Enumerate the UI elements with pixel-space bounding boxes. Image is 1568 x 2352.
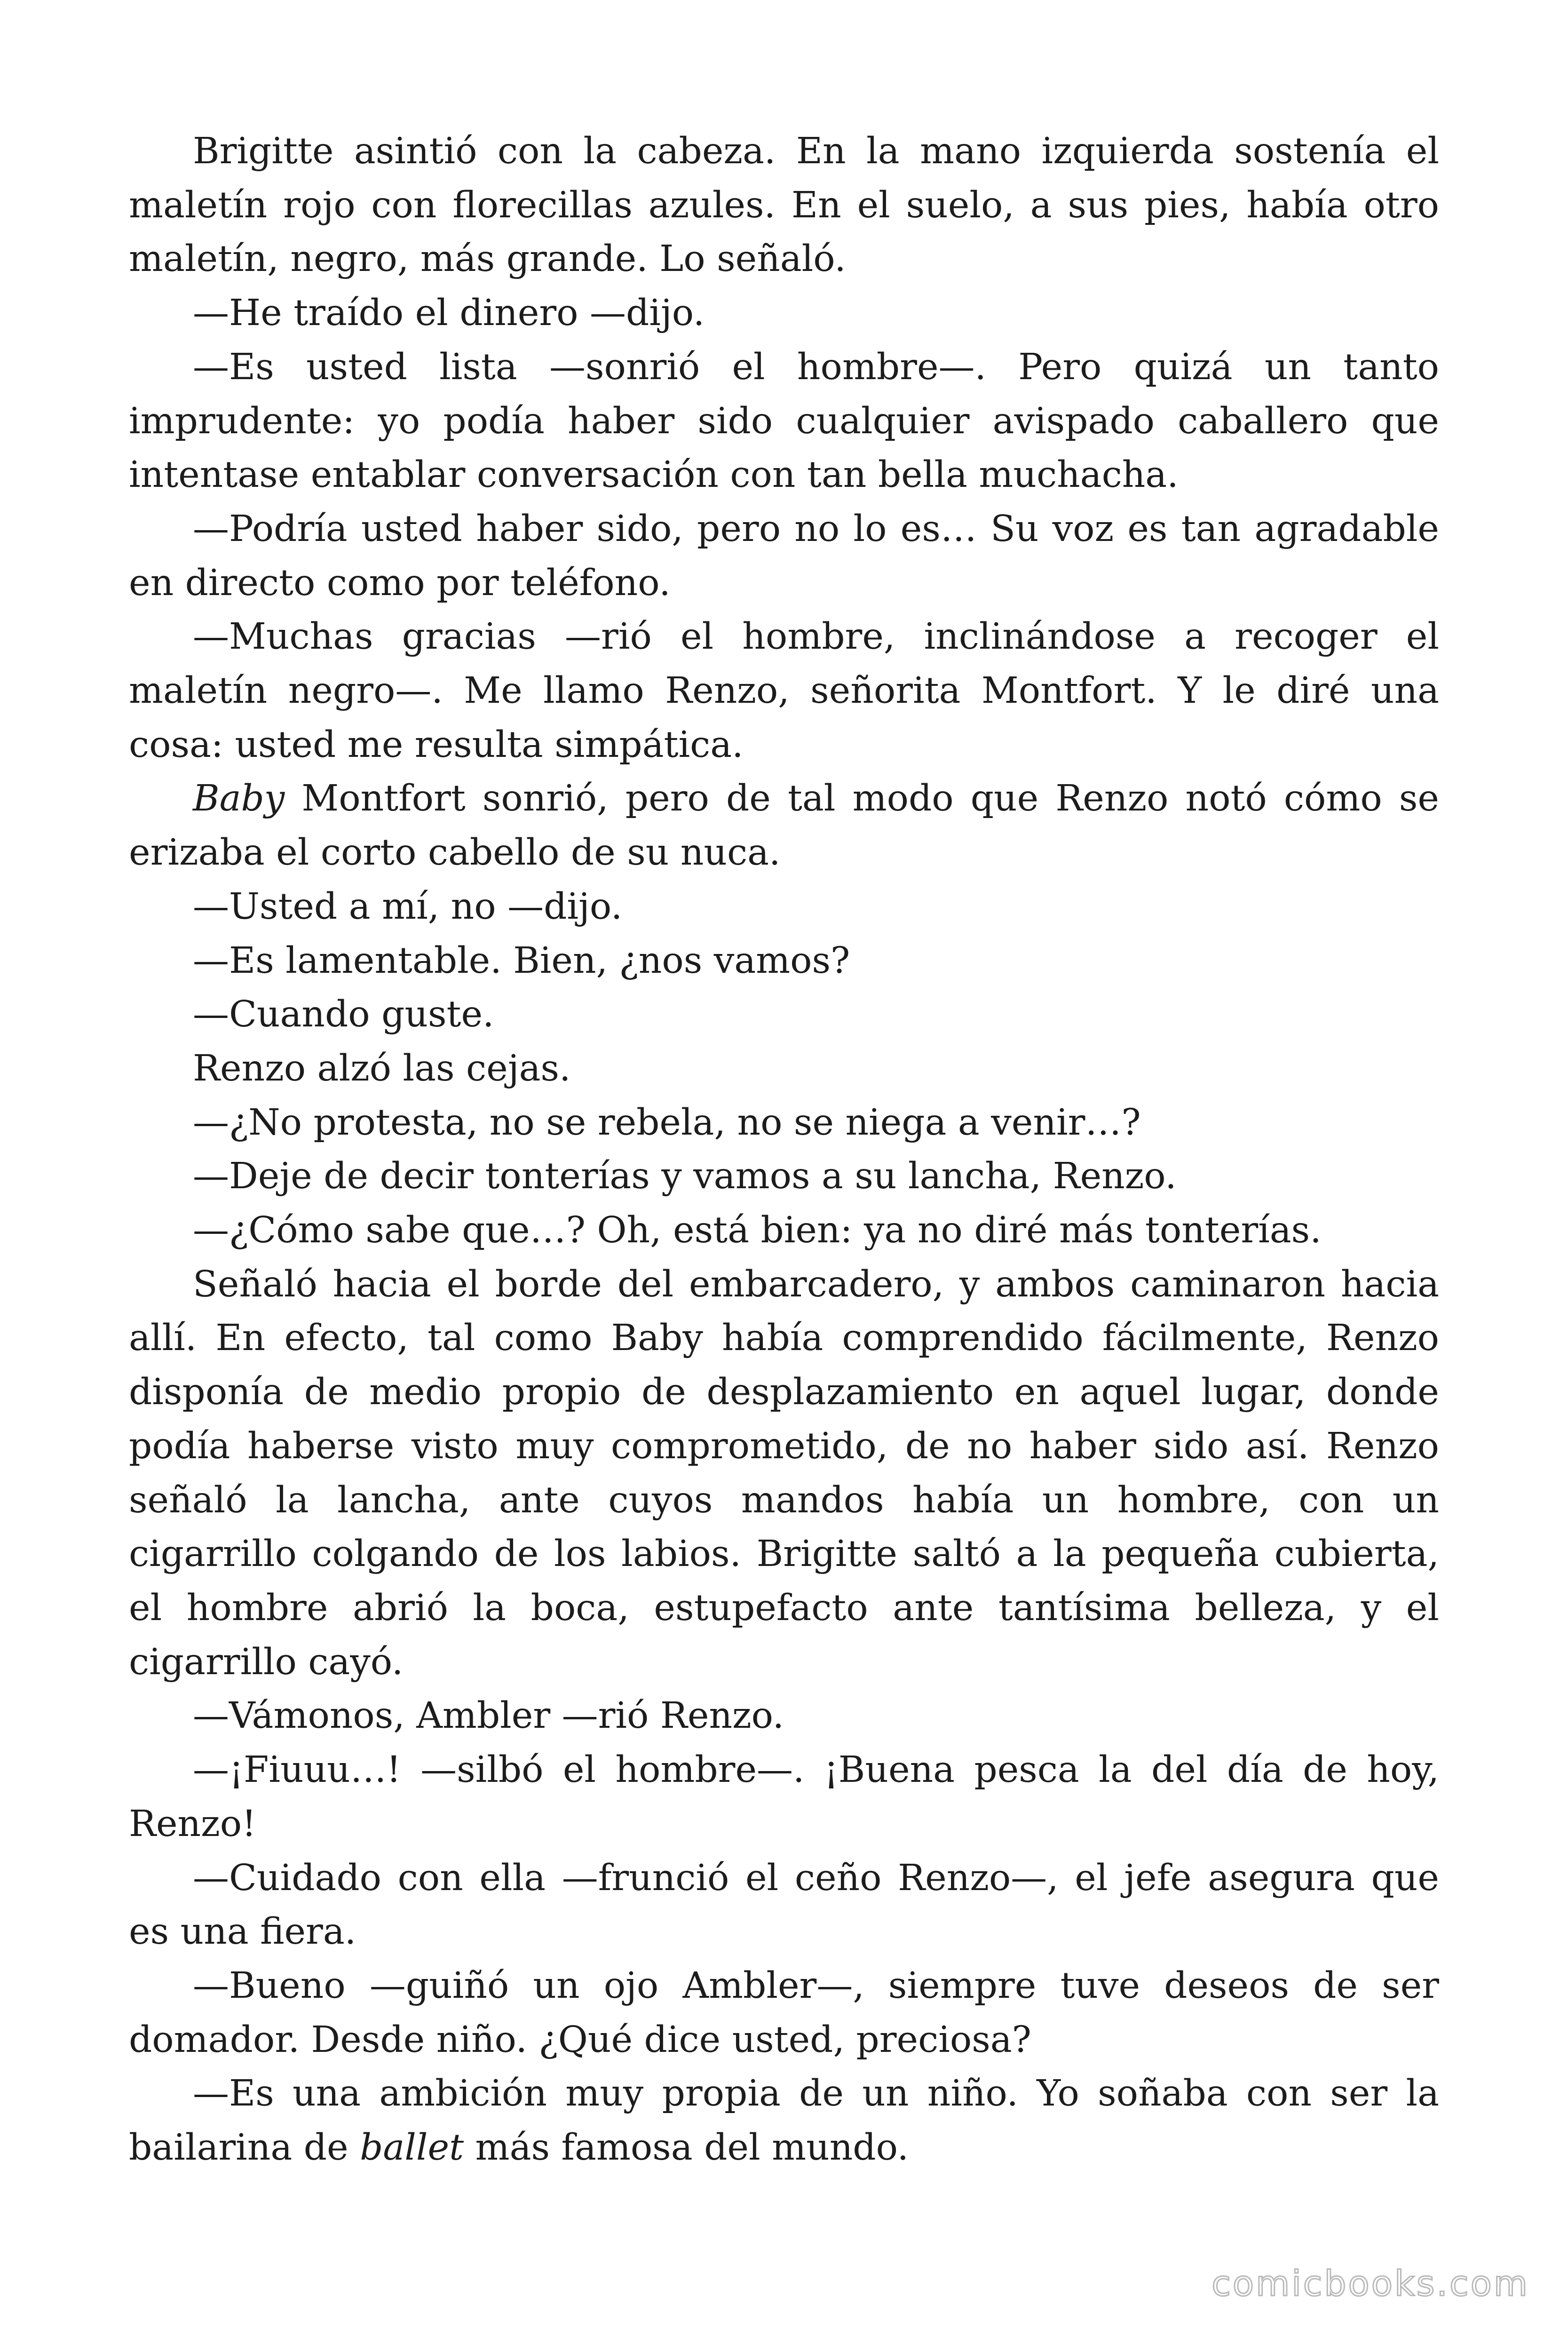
text-run: Montfort sonrió, pero de tal modo que Renzo notó cómo se erizaba el corto cabello de su nuca. (129, 778, 1439, 874)
paragraph (129, 610, 1439, 772)
watermark: comicbooks.com (1212, 2264, 1529, 2304)
paragraph (129, 880, 1439, 934)
paragraph (129, 1258, 1439, 1690)
text-run: —Es lamentable. Bien, ¿nos vamos? (193, 939, 850, 982)
paragraph (129, 2067, 1439, 2175)
text-run: —¿No protesta, no se rebela, no se niega a venir…? (193, 1101, 1141, 1144)
paragraph (129, 341, 1439, 502)
text-run: —Es una ambición muy propia de un niño. Yo soñaba con ser la bailarina de (129, 2073, 1439, 2169)
paragraph (129, 125, 1439, 286)
paragraph (129, 1851, 1439, 1959)
text-run: más famosa del mundo. (464, 2127, 909, 2169)
text-run: —Vámonos, Ambler —rió Renzo. (193, 1695, 784, 1737)
text-run: —Es usted lista —sonrió el hombre—. Pero quizá un tanto imprudente: yo podía haber sido cualquier avispado caballero que intentase entablar conversación con tan bella muchacha. (129, 346, 1439, 496)
paragraph (129, 988, 1439, 1042)
text-run: —Deje de decir tonterías y vamos a su lancha, Renzo. (193, 1155, 1177, 1198)
paragraph (129, 502, 1439, 610)
paragraph (129, 1743, 1439, 1851)
text-run: Señaló hacia el borde del embarcadero, y ambos caminaron hacia allí. En efecto, tal como Baby había comprendido fácilmente, Renzo disponía de medio propio de desplazamiento en aquel lugar, donde podía haberse visto muy comprometido, de no haber sido así. Renzo señaló la lancha, ante cuyos mandos había un hombre, con un cigarrillo colgando de los labios. Brigitte saltó a la pequeña cubierta, el hombre abrió la boca, estupefacto ante tantísima belleza, y el cigarrillo cayó. (129, 1263, 1439, 1683)
paragraph (129, 772, 1439, 880)
italic-text: ballet (360, 2127, 464, 2169)
text-run: —¿Cómo sabe que…? Oh, está bien: ya no diré más tonterías. (193, 1209, 1322, 1252)
text-run: —Muchas gracias —rió el hombre, inclinándose a recoger el maletín negro—. Me llamo Renzo, señorita Montfort. Y le diré una cosa: usted me resulta simpática. (129, 616, 1439, 766)
text-run: Renzo alzó las cejas. (193, 1047, 571, 1089)
paragraph (129, 1096, 1439, 1150)
text-run: —Cuando guste. (193, 993, 494, 1036)
paragraph (129, 934, 1439, 988)
text-run: —He traído el dinero —dijo. (193, 292, 705, 334)
text-run: —Cuidado con ella —frunció el ceño Renzo—, el jefe asegura que es una fiera. (129, 1857, 1439, 1953)
paragraph (129, 1204, 1439, 1258)
text-run: Brigitte asintió con la cabeza. En la mano izquierda sostenía el maletín rojo con florecillas azules. En el suelo, a sus pies, había otro maletín, negro, más grande. Lo señaló. (129, 130, 1439, 280)
page-body-text (129, 125, 1439, 2175)
text-run: —Podría usted haber sido, pero no lo es… Su voz es tan agradable en directo como por teléfono. (129, 508, 1439, 604)
text-run: —¡Fiuuu…! —silbó el hombre—. ¡Buena pesca la del día de hoy, Renzo! (129, 1749, 1439, 1845)
text-run: —Bueno —guiñó un ojo Ambler—, siempre tuve deseos de ser domador. Desde niño. ¿Qué dice usted, preciosa? (129, 1964, 1439, 2061)
text-run: —Usted a mí, no —dijo. (193, 885, 623, 928)
paragraph (129, 1689, 1439, 1743)
paragraph (129, 1959, 1439, 2067)
paragraph (129, 1150, 1439, 1204)
paragraph (129, 286, 1439, 341)
paragraph (129, 1042, 1439, 1096)
italic-text: Baby (193, 778, 285, 820)
